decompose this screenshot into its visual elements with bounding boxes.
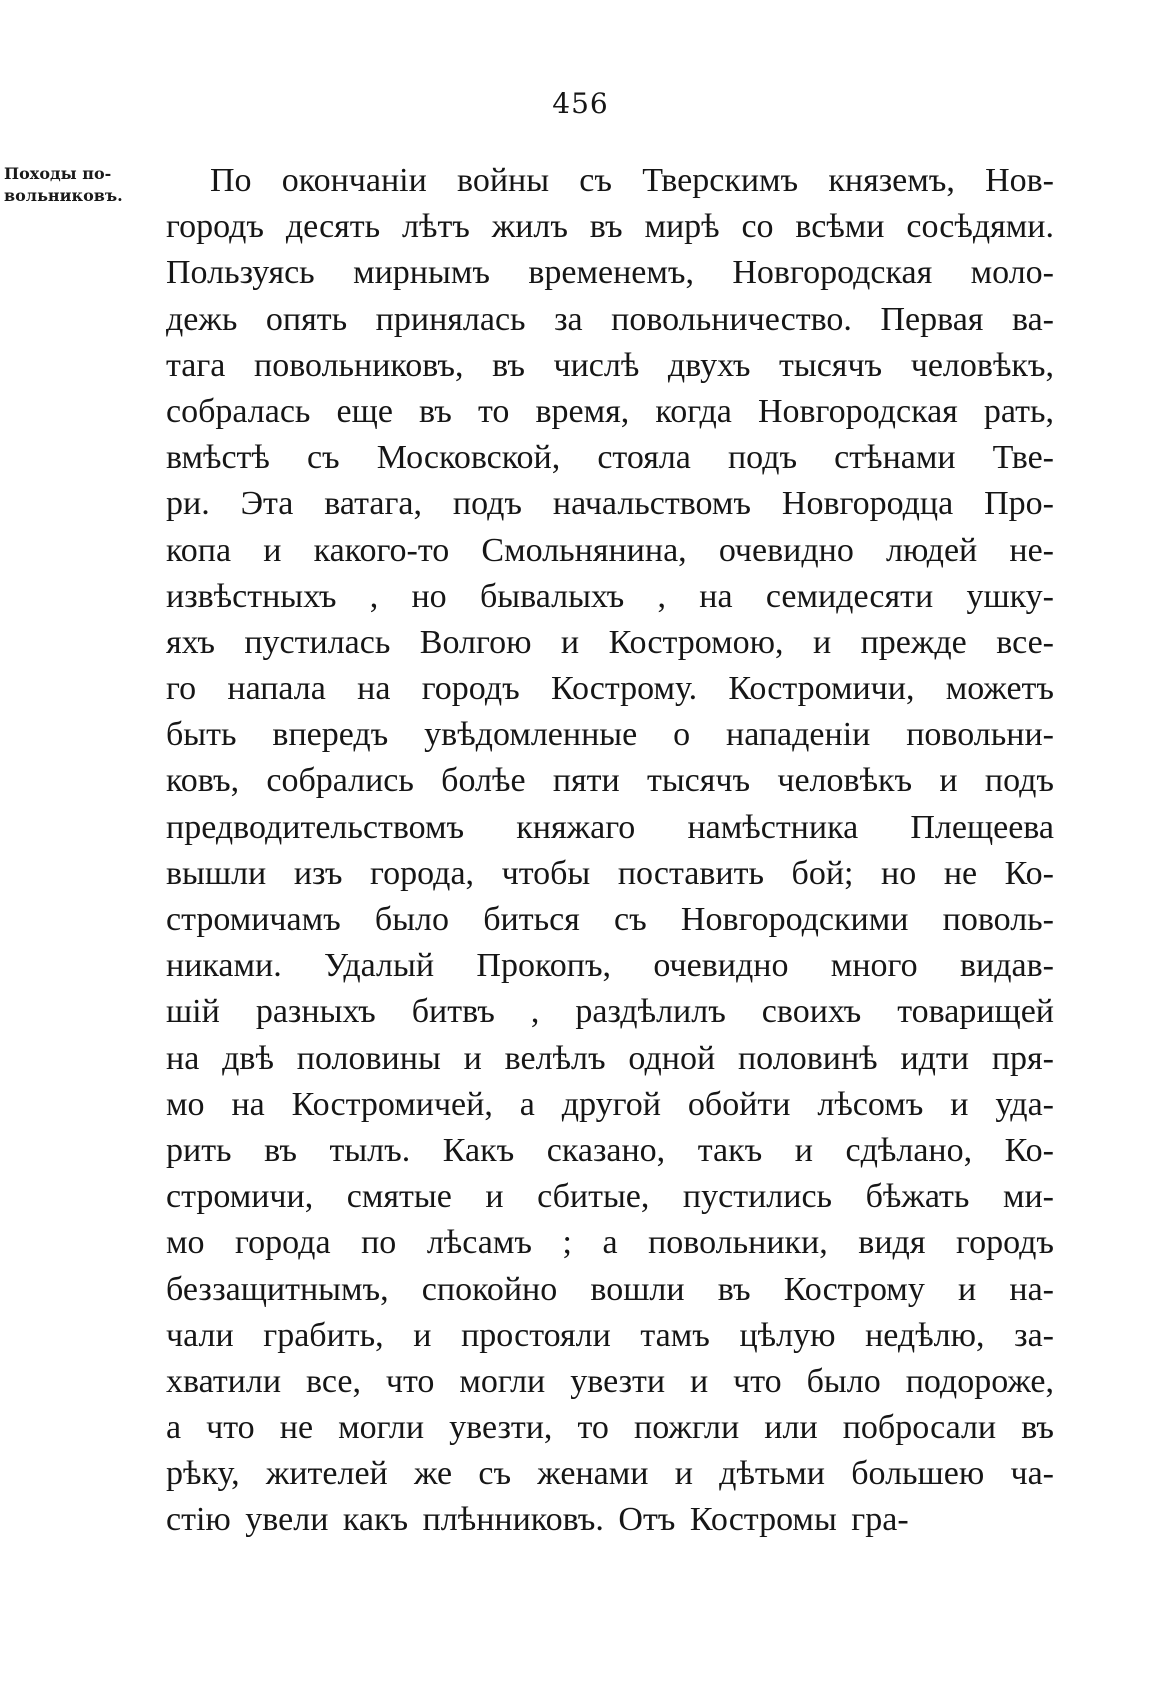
text-line: стiю увели какъ плѣнниковъ. Отъ Костромы гра- — [166, 1501, 909, 1539]
text-line: предводительствомъ княжаго намѣстника Плещеева — [166, 808, 1054, 846]
text-line: стромичи, смятые и сбитые, пустились бѣжать ми- — [166, 1178, 1054, 1216]
text-line: ри. Эта ватага, подъ начальствомъ Новгородца Про- — [166, 485, 1054, 523]
text-line: Пользуясь мирнымъ временемъ, Новгородская моло- — [166, 254, 1054, 292]
text-line: вышли изъ города, чтобы поставить бой; но не Ко- — [166, 854, 1054, 892]
text-line: никами. Удалый Прокопъ, очевидно много видав- — [166, 947, 1054, 985]
text-line: мо города по лѣсамъ ; а повольники, видя городъ — [166, 1224, 1054, 1262]
text-line: тага повольниковъ, въ числѣ двухъ тысячъ человѣкъ, — [166, 346, 1054, 384]
text-line: мо на Костромичей, а другой обойти лѣсомъ и уда- — [166, 1085, 1054, 1123]
text-line: на двѣ половины и велѣлъ одной половинѣ идти пря- — [166, 1039, 1054, 1077]
text-line: стромичамъ было биться съ Новгородскими поволь- — [166, 901, 1054, 938]
text-line: дежь опять принялась за повольничество. Первая ва- — [166, 300, 1054, 338]
page-number: 456 — [552, 87, 609, 120]
text-line: го напала на городъ Кострому. Костромичи, можетъ — [166, 670, 1054, 708]
text-line: ковъ, собрались болѣе пяти тысячъ человѣкъ и подъ — [166, 762, 1054, 800]
text-line: беззащитнымъ, спокойно вошли въ Кострому и на- — [166, 1270, 1054, 1308]
text-line: извѣстныхъ , но бывалыхъ , на семидесяти ушку- — [166, 577, 1054, 615]
text-line: хватили все, что могли увезти и что было подороже, — [166, 1362, 1054, 1400]
text-line: копа и какого-то Смольнянина, очевидно людей не- — [166, 531, 1054, 569]
text-line: рѣку, жителей же съ женами и дѣтьми большею ча- — [166, 1455, 1054, 1493]
margin-note-line: Походы по- — [4, 164, 112, 183]
text-line: яхъ пустилась Волгою и Костромою, и прежде все- — [166, 623, 1054, 661]
text-line: чали грабить, и простояли тамъ цѣлую недѣлю, за- — [166, 1316, 1054, 1354]
margin-note — [4, 163, 164, 207]
text-line: собралась еще въ то время, когда Новгородская рать, — [166, 392, 1054, 430]
text-line: рить въ тылъ. Какъ сказано, такъ и сдѣлано, Ко- — [166, 1131, 1054, 1169]
text-line: городъ десять лѣтъ жилъ въ мирѣ со всѣми сосѣдями. — [166, 208, 1054, 246]
text-line: быть впередъ увѣдомленные о нападенiи повольни- — [166, 716, 1054, 754]
text-line: вмѣстѣ съ Московской, стояла подъ стѣнами Тве- — [166, 439, 1054, 477]
text-line: По окончанiи войны съ Тверскимъ княземъ, Нов- — [210, 162, 1054, 199]
text-line: шiй разныхъ битвъ , раздѣлилъ своихъ товарищей — [166, 993, 1054, 1031]
text-line: а что не могли увезти, то пожгли или побросали въ — [166, 1409, 1054, 1447]
margin-note-line: вольниковъ. — [4, 186, 123, 205]
body-text — [166, 158, 1054, 1544]
